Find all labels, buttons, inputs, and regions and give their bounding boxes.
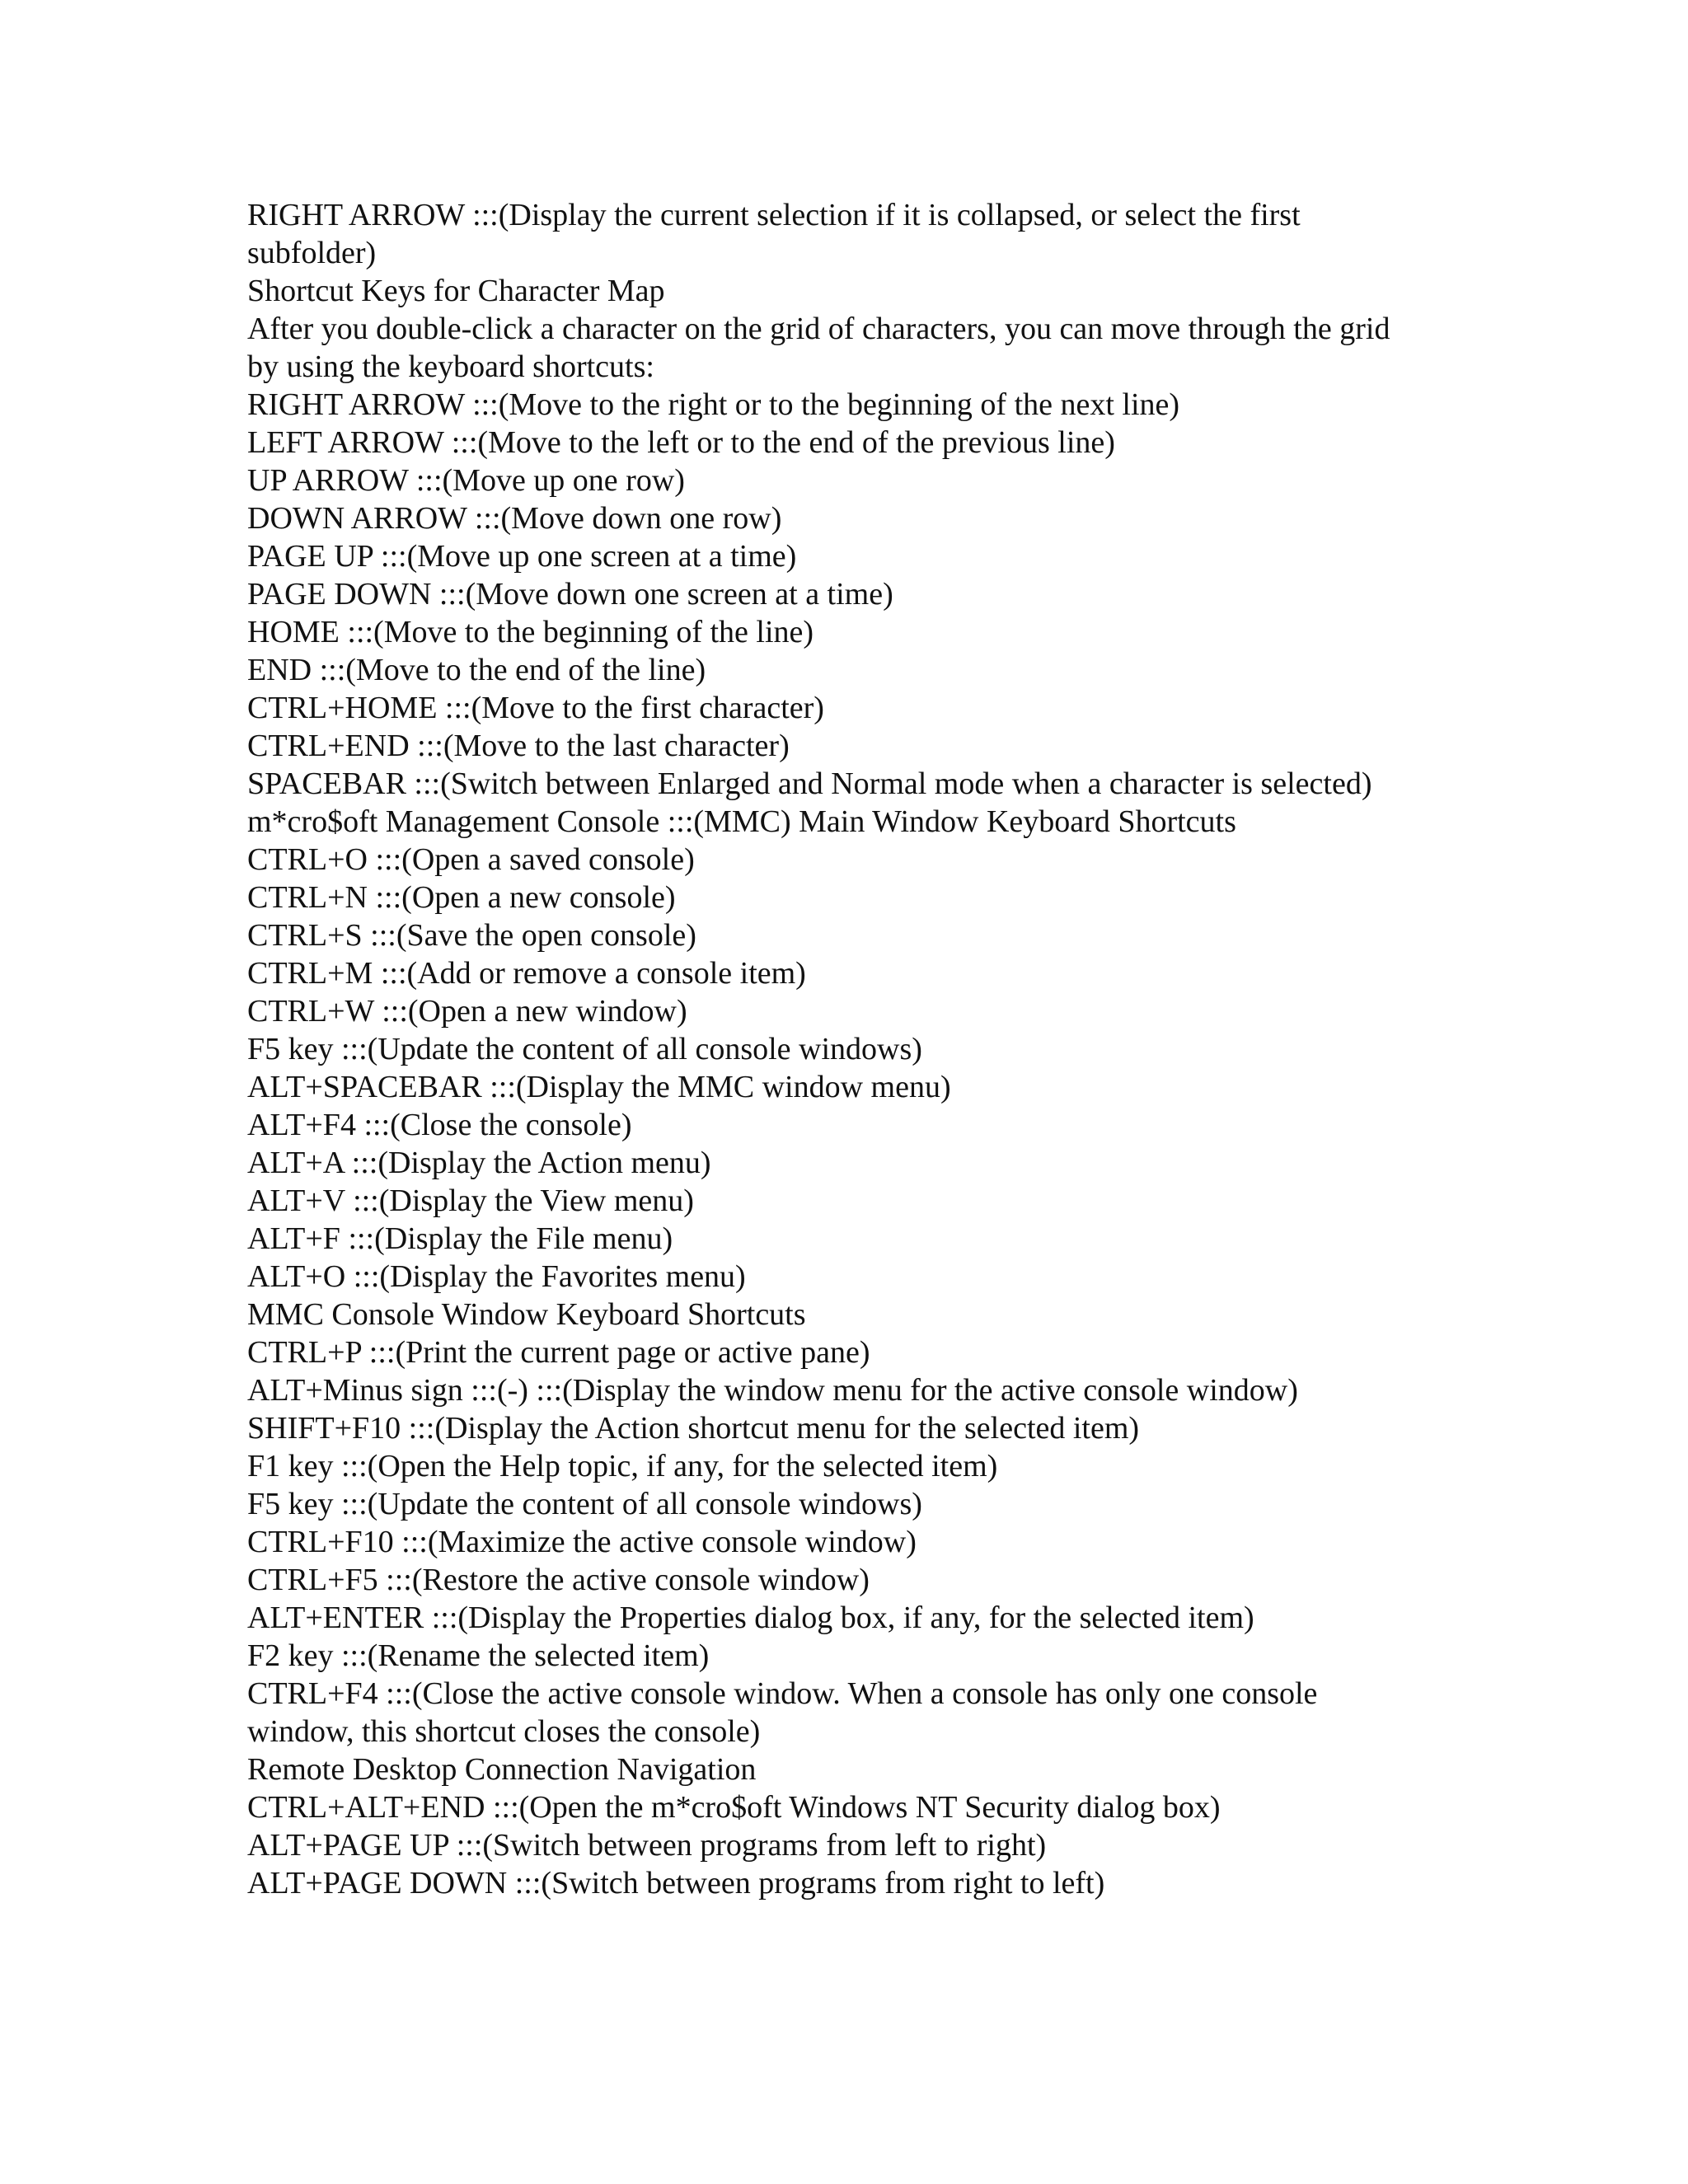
text-line: CTRL+P :::(Print the current page or active pane) [247,1335,870,1370]
text-line: CTRL+F5 :::(Restore the active console window) [247,1563,870,1597]
text-line: DOWN ARROW :::(Move down one row) [247,501,782,536]
text-line: CTRL+F10 :::(Maximize the active console window) [247,1525,917,1559]
section-heading: Shortcut Keys for Character Map [247,274,665,308]
text-line: ALT+F4 :::(Close the console) [247,1108,632,1142]
section-heading: Remote Desktop Connection Navigation [247,1752,757,1787]
text-line: ALT+Minus sign :::(-) :::(Display the window menu for the active console window) [247,1373,1298,1408]
text-line: PAGE DOWN :::(Move down one screen at a time) [247,577,893,612]
text-line: SPACEBAR :::(Switch between Enlarged and Normal mode when a character is selected) [247,766,1372,801]
text-line: F5 key :::(Update the content of all console windows) [247,1032,922,1066]
text-line: CTRL+HOME :::(Move to the first character) [247,691,824,725]
text-line: CTRL+END :::(Move to the last character) [247,729,790,763]
text-line: ALT+PAGE DOWN :::(Switch between programs from right to left) [247,1866,1105,1900]
text-line: SHIFT+F10 :::(Display the Action shortcut menu for the selected item) [247,1411,1140,1446]
text-line: ALT+V :::(Display the View menu) [247,1183,694,1218]
text-line: RIGHT ARROW :::(Display the current selection if it is collapsed, or select the first subfolder) [247,198,1301,270]
text-line: END :::(Move to the end of the line) [247,653,706,687]
text-line: HOME :::(Move to the beginning of the line) [247,615,814,649]
text-line: LEFT ARROW :::(Move to the left or to the end of the previous line) [247,425,1115,460]
text-line: CTRL+S :::(Save the open console) [247,918,696,953]
text-line: After you double-click a character on the grid of characters, you can move through the grid by using the keyboard shortcuts: [247,312,1390,384]
document-text-body [247,196,1418,1902]
text-line: CTRL+O :::(Open a saved console) [247,842,695,877]
text-line: ALT+PAGE UP :::(Switch between programs from left to right) [247,1828,1047,1863]
text-line: ALT+SPACEBAR :::(Display the MMC window menu) [247,1070,951,1104]
section-heading: m*cro$oft Management Console :::(MMC) Main Window Keyboard Shortcuts [247,804,1236,839]
section-heading: MMC Console Window Keyboard Shortcuts [247,1297,806,1332]
text-line: CTRL+N :::(Open a new console) [247,880,676,915]
text-line: F2 key :::(Rename the selected item) [247,1638,710,1673]
text-line: RIGHT ARROW :::(Move to the right or to the beginning of the next line) [247,387,1180,422]
text-line: CTRL+M :::(Add or remove a console item) [247,956,806,991]
text-line: F1 key :::(Open the Help topic, if any, for the selected item) [247,1449,998,1483]
text-line: ALT+F :::(Display the File menu) [247,1221,673,1256]
text-line: PAGE UP :::(Move up one screen at a time) [247,539,797,574]
text-line: ALT+ENTER :::(Display the Properties dialog box, if any, for the selected item) [247,1601,1254,1635]
text-line: ALT+O :::(Display the Favorites menu) [247,1259,746,1294]
text-line: ALT+A :::(Display the Action menu) [247,1146,711,1180]
text-line: CTRL+W :::(Open a new window) [247,994,687,1029]
text-line: CTRL+F4 :::(Close the active console window. When a console has only one console window, this shortcut closes the console) [247,1676,1318,1749]
text-line: CTRL+ALT+END :::(Open the m*cro$oft Windows NT Security dialog box) [247,1790,1221,1825]
text-line: UP ARROW :::(Move up one row) [247,463,685,498]
text-line: F5 key :::(Update the content of all console windows) [247,1487,922,1521]
